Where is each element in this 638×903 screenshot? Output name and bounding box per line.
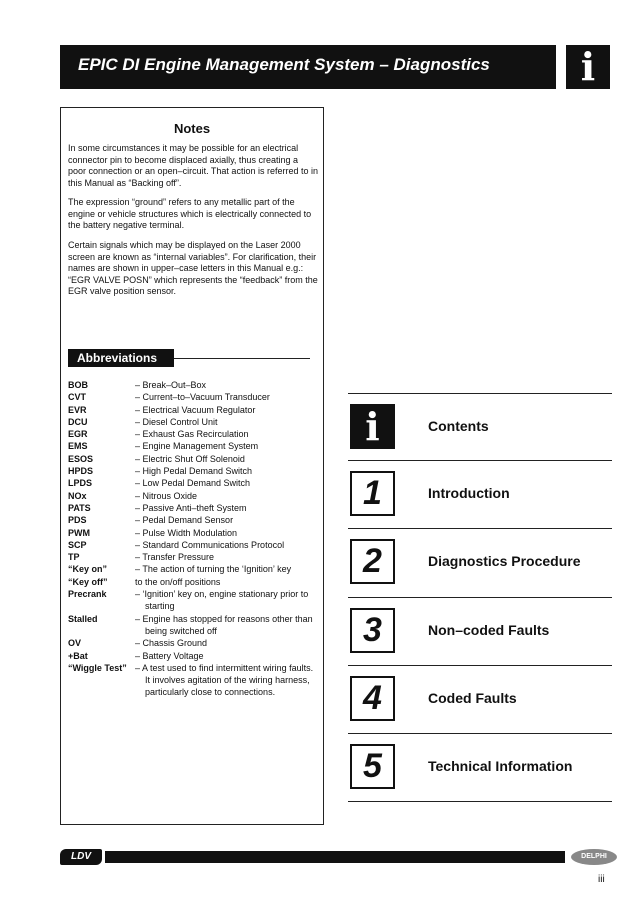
section-number-1: 1 bbox=[350, 471, 395, 516]
delphi-logo: DELPHI bbox=[571, 849, 617, 865]
abbreviation-definition: – Current–to–Vacuum Transducer bbox=[135, 392, 270, 403]
toc-divider bbox=[348, 528, 612, 529]
toc-item-label[interactable]: Diagnostics Procedure bbox=[428, 553, 581, 569]
abbreviation-term: “Key off” bbox=[68, 576, 108, 587]
abbreviation-row bbox=[68, 650, 318, 662]
abbreviation-row bbox=[68, 490, 318, 502]
abbreviation-term: Precrank bbox=[68, 589, 107, 600]
abbreviation-term: LPDS bbox=[68, 478, 93, 489]
info-icon: i bbox=[566, 45, 610, 89]
abbreviation-term: EMS bbox=[68, 441, 88, 452]
abbreviation-row bbox=[68, 576, 318, 588]
abbreviation-definition: – A test used to find intermittent wiring faults. It involves agitation of the wiring harness, particularly close to connections. bbox=[135, 662, 314, 698]
toc-item-label[interactable]: Coded Faults bbox=[428, 690, 517, 706]
notes-heading: Notes bbox=[173, 121, 211, 136]
abbreviation-term: PDS bbox=[68, 515, 87, 526]
abbreviation-row bbox=[68, 477, 318, 489]
abbreviation-definition: – Pedal Demand Sensor bbox=[135, 515, 234, 526]
ldv-logo: LDV bbox=[60, 849, 102, 865]
abbreviation-definition: – Battery Voltage bbox=[135, 650, 204, 661]
section-number-4: 4 bbox=[350, 676, 395, 721]
abbreviations-heading: Abbreviations bbox=[68, 349, 174, 367]
abbreviation-definition: – Electrical Vacuum Regulator bbox=[135, 404, 256, 415]
abbreviation-definition: – High Pedal Demand Switch bbox=[135, 466, 253, 477]
notes-paragraph: The expression “ground” refers to any metallic part of the engine or vehicle structures which is electrically connected to the battery negative terminal. bbox=[68, 197, 312, 231]
abbreviation-term: SCP bbox=[68, 539, 87, 550]
section-number-2: 2 bbox=[350, 539, 395, 584]
abbreviation-term: “Key on” bbox=[68, 564, 108, 575]
abbreviation-definition: – Diesel Control Unit bbox=[135, 416, 218, 427]
abbreviation-row bbox=[68, 662, 318, 699]
abbreviation-term: PATS bbox=[68, 502, 91, 513]
abbreviation-row bbox=[68, 453, 318, 465]
abbreviation-row bbox=[68, 613, 318, 638]
abbreviation-definition: – Chassis Ground bbox=[135, 638, 208, 649]
contents-info-icon: i bbox=[350, 404, 395, 449]
abbreviation-definition: – Engine Management System bbox=[135, 441, 259, 452]
toc-item-label[interactable]: Technical Information bbox=[428, 758, 573, 774]
abbreviation-definition: – Break–Out–Box bbox=[135, 380, 207, 390]
abbreviation-row bbox=[68, 428, 318, 440]
toc-divider bbox=[348, 665, 612, 666]
abbreviation-row bbox=[68, 391, 318, 403]
abbreviation-definition: – Electric Shut Off Solenoid bbox=[135, 453, 245, 464]
abbreviation-term: NOx bbox=[68, 490, 87, 501]
toc-divider bbox=[348, 393, 612, 394]
abbreviation-term: “Wiggle Test” bbox=[68, 662, 127, 673]
abbreviation-row bbox=[68, 588, 318, 613]
notes-paragraph: Certain signals which may be displayed on the Laser 2000 screen are known as “internal variables”. For clarification, their names are shown in upper–case letters in this Manual e.g.: “EGR VALVE POSN” which represents the “feedback” from the EGR valve position sensor. bbox=[68, 240, 318, 297]
abbreviation-term: CVT bbox=[68, 392, 86, 403]
abbreviations-divider bbox=[174, 358, 310, 359]
abbreviation-definition: – Passive Anti–theft System bbox=[135, 502, 247, 513]
toc-item-label[interactable]: Non–coded Faults bbox=[428, 622, 550, 638]
abbreviation-term: +Bat bbox=[68, 650, 88, 661]
abbreviation-definition: to the on/off positions bbox=[135, 576, 221, 587]
abbreviation-term: EGR bbox=[68, 429, 88, 440]
page-title: EPIC DI Engine Management System – Diagnostics bbox=[78, 55, 490, 74]
abbreviation-term: HPDS bbox=[68, 466, 94, 477]
abbreviation-definition: – Nitrous Oxide bbox=[135, 490, 198, 501]
abbreviation-row bbox=[68, 465, 318, 477]
abbreviation-definition: – Low Pedal Demand Switch bbox=[135, 478, 251, 489]
abbreviation-row bbox=[68, 440, 318, 452]
abbreviation-definition: – Transfer Pressure bbox=[135, 552, 215, 563]
abbreviation-row bbox=[68, 551, 318, 563]
toc-item-label[interactable]: Introduction bbox=[428, 485, 510, 501]
notes-paragraph: In some circumstances it may be possible for an electrical connector pin to become displaced axially, thus creating a poor connection or an open–circuit. That action is referred to in this Manual as “Backing off”. bbox=[68, 143, 318, 188]
footer-bar bbox=[105, 851, 565, 863]
abbreviation-row bbox=[68, 514, 318, 526]
abbreviation-term: PWM bbox=[68, 527, 90, 538]
abbreviation-term: DCU bbox=[68, 416, 88, 427]
abbreviation-definition: – ‘Ignition’ key on, engine stationary prior to starting bbox=[135, 589, 309, 612]
toc-divider bbox=[348, 597, 612, 598]
abbreviation-row bbox=[68, 404, 318, 416]
abbreviations-list bbox=[68, 379, 318, 699]
abbreviation-definition: – The action of turning the ‘Ignition’ key bbox=[135, 564, 292, 575]
abbreviation-definition: – Exhaust Gas Recirculation bbox=[135, 429, 249, 440]
section-number-5: 5 bbox=[350, 744, 395, 789]
abbreviation-row bbox=[68, 416, 318, 428]
abbreviation-row bbox=[68, 502, 318, 514]
abbreviation-row bbox=[68, 539, 318, 551]
abbreviation-term: ESOS bbox=[68, 453, 94, 464]
toc-divider bbox=[348, 460, 612, 461]
abbreviation-definition: – Standard Communications Protocol bbox=[135, 539, 285, 550]
section-number-3: 3 bbox=[350, 608, 395, 653]
page-number: iii bbox=[598, 874, 605, 885]
abbreviation-term: OV bbox=[68, 638, 82, 649]
abbreviation-definition: – Engine has stopped for reasons other than being switched off bbox=[135, 613, 313, 636]
toc-item-label[interactable]: Contents bbox=[428, 418, 489, 434]
abbreviation-row bbox=[68, 527, 318, 539]
abbreviation-row bbox=[68, 379, 318, 391]
abbreviation-row bbox=[68, 637, 318, 649]
abbreviation-term: BOB bbox=[68, 380, 88, 390]
abbreviation-term: TP bbox=[68, 552, 80, 563]
toc-divider bbox=[348, 733, 612, 734]
abbreviation-term: Stalled bbox=[68, 613, 98, 624]
abbreviation-term: EVR bbox=[68, 404, 87, 415]
toc-divider bbox=[348, 801, 612, 802]
abbreviation-row bbox=[68, 563, 318, 575]
abbreviation-definition: – Pulse Width Modulation bbox=[135, 527, 238, 538]
